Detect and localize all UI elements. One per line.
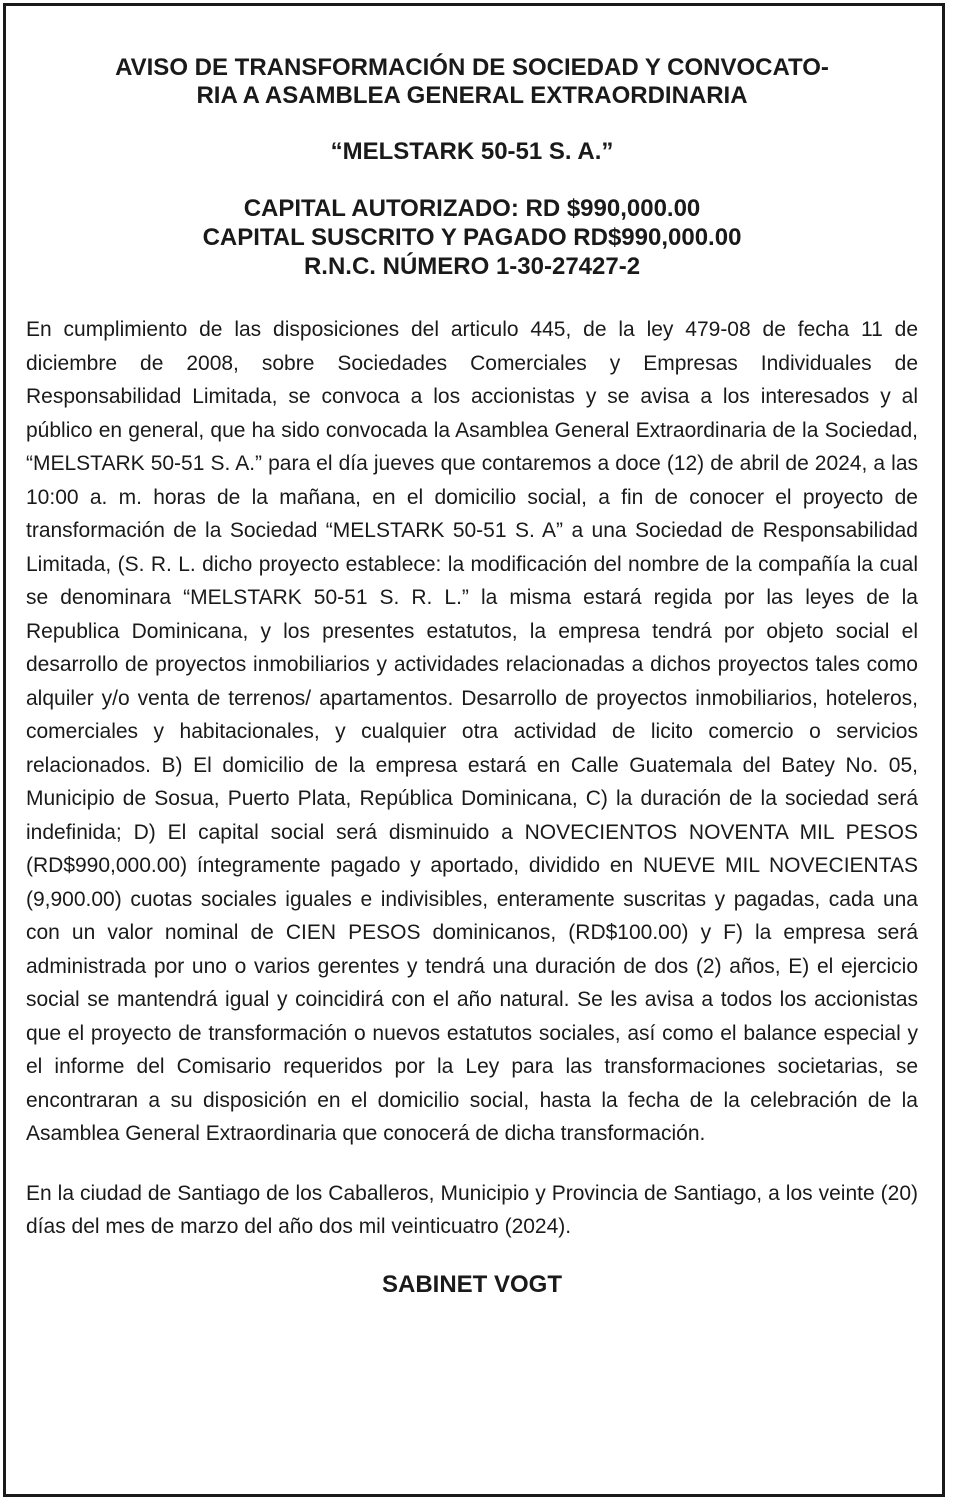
- notice-body: En cumplimiento de las disposiciones del articulo 445, de la ley 479-08 de fecha 11 de diciembre de 2008, sobre Sociedades Comerciales y Empresas Individuales de Responsabilidad Limitada, se convoca a los accionistas y se avisa a los interesados y al público en general, que ha sido convocada la Asamblea General Extraordinaria de la Sociedad, “MELSTARK 50-51 S. A.” para el día jueves que contaremos a doce (12) de abril de 2024, a las 10:00 a. m. horas de la mañana, en el domicilio social, a fin de conocer el proyecto de transformación de la Sociedad “MELSTARK 50-51 S. A” a una Sociedad de Responsabilidad Limitada, (S. R. L. dicho proyecto establece: la modificación del nombre de la compañía la cual se denominara “MELSTARK 50-51 S. R. L.” la misma estará regida por las leyes de la Republica Dominicana, y los presentes estatutos, la empresa tendrá por objeto social el desarrollo de proyectos inmobiliarios y actividades relacionadas a dichos proyectos tales como alquiler y/o venta de terrenos/ apartamentos. Desarrollo de proyectos inmobiliarios, hoteleros, comerciales y habitacionales, y cualquier otra actividad de licito comercio o servicios relacionados. B) El domicilio de la empresa estará en Calle Guatemala del Batey No. 05, Municipio de Sosua, Puerto Plata, República Dominicana, C) la duración de la sociedad será indefinida; D) El capital social será disminuido a NOVECIENTOS NOVENTA MIL PESOS (RD$990,000.00) íntegramente pagado y aportado, dividido en NUEVE MIL NOVECIENTAS (9,900.00) cuotas sociales iguales e indivisibles, enteramente suscritas y pagadas, cada una con un valor nominal de CIEN PESOS dominicanos, (RD$100.00) y F) la empresa será administrada por uno o varios gerentes y tendrá una duración de dos (2) años, E) el ejercicio social se mantendrá igual y coincidirá con el año natural. Se les avisa a todos los accionistas que el proyecto de transformación o nuevos estatutos sociales, así como el balance especial y el informe del Comisario requeridos por la Ley para las transformaciones societarias, se encontraran a su disposición en el domicilio social, hasta la fecha de la celebración de la Asamblea General Extraordinaria que conocerá de dicha transformación.: [26, 318, 918, 1145]
- capital-subscribed: CAPITAL SUSCRITO Y PAGADO RD$990,000.00: [202, 224, 742, 251]
- notice-box: [3, 3, 945, 1497]
- company-name: “MELSTARK 50-51 S. A.”: [330, 138, 614, 165]
- notice-title-line2: RIA A ASAMBLEA GENERAL EXTRAORDINARIA: [196, 82, 748, 109]
- signature: SABINET VOGT: [381, 1270, 562, 1298]
- capital-authorized: CAPITAL AUTORIZADO: RD $990,000.00: [243, 195, 701, 222]
- notice-title: [26, 54, 918, 110]
- notice-closing: En la ciudad de Santiago de los Caballeros, Municipio y Provincia de Santiago, a los veinte (20) días del mes de marzo del año dos mil veinticuatro (2024).: [26, 1181, 918, 1238]
- capital-block: [26, 194, 918, 281]
- rnc-number: R.N.C. NÚMERO 1-30-27427-2: [303, 253, 641, 280]
- notice-title-line1: AVISO DE TRANSFORMACIÓN DE SOCIEDAD Y CONVOCATO-: [115, 54, 829, 81]
